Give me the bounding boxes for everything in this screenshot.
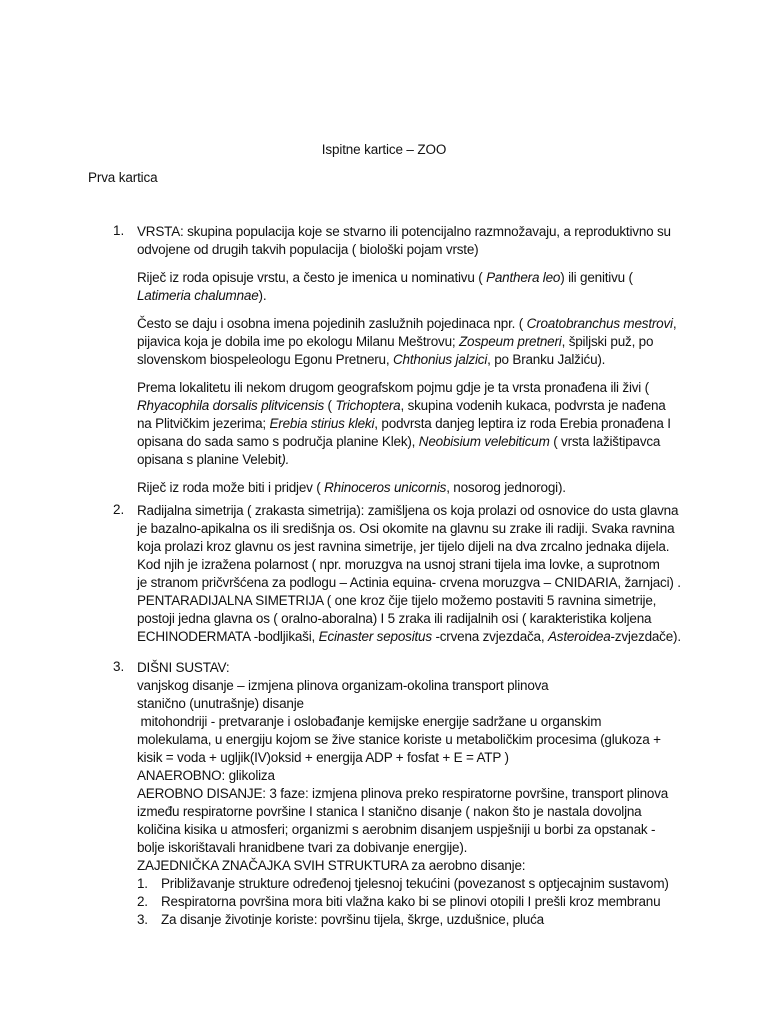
sublist-item: 2. Respiratorna površina mora biti vlažna kako bi se plinovi otopili I prešli kroz membranu bbox=[137, 894, 661, 909]
sublist-item: 3. Za disanje životinje koriste: površinu tijela, škrge, uzdušnice, pluća bbox=[137, 912, 544, 927]
item-2 bbox=[137, 502, 682, 646]
item-3-number: 3. bbox=[113, 659, 125, 674]
item-3 bbox=[137, 659, 682, 929]
item-3-paragraph: DIŠNI SUSTAV: vanjskog disanje – izmjena plinova organizam-okolina transport plinova stanično (unutrašnje) disanje mitohondriji - pretvaranje i oslobađanje kemijske energije sadržane u organskim molekulama, u energiju kojom se žive stanice koriste u metaboličkim procesima (glukoza + kisik = voda + ugljik(IV)oksid + energija ADP + fosfat + E = ATP ) ANAEROBNO: glikoliza AEROBNO DISANJE: 3 faze: izmjena plinova preko respiratorne površine, transport plinova između respiratorne površine I stanica I stanično disanje ( nakon što je nastala dovoljna količina kisika u atmosferi; organizmi s aerobnim disanjem uspješniji u borbi za opstanak - bolje iskorištavali hranidbene tvari za dobivanje energije). ZAJEDNIČKA ZNAČAJKA SVIH STRUKTURA za aerobno disanje: bbox=[137, 660, 669, 873]
item-1-paragraph-4: Prema lokalitetu ili nekom drugom geografskom pojmu gdje je ta vrsta pronađena ili živi ( Rhyacophila dorsalis plitvicensis ( Trichoptera, skupina vodenih kukaca, podvrsta je nađena na Plitvičkim jezerima; Erebia stirius kleki, podvrsta danjeg leptira iz roda Erebia pronađena I opisana do sada samo s područja planine Klek), Neobisium velebiticum ( vrsta lažištipavca opisana s planine Velebit). bbox=[137, 380, 671, 467]
card-subtitle: Prva kartica bbox=[88, 170, 158, 185]
item-1-paragraph-2: Riječ iz roda opisuje vrstu, a često je imenica u nominativu ( Panthera leo) ili genitivu ( Latimeria chalumnae). bbox=[137, 270, 633, 303]
item-2-number: 2. bbox=[113, 502, 125, 517]
page-title: Ispitne kartice – ZOO bbox=[321, 142, 447, 157]
sublist-item: 1. Približavanje strukture određenoj tjelesnoj tekućini (povezanost s optjecajnim sustavom) bbox=[137, 876, 669, 891]
item-1-number: 1. bbox=[113, 223, 125, 238]
item-1-paragraph-3: Često se daju i osobna imena pojedinih zaslužnih pojedinaca npr. ( Croatobranchus mestrovi, pijavica koja je dobila ime po ekologu Milanu Meštrovu; Zospeum pretneri, špiljski puž, po slovenskom biospeleologu Egonu Pretneru, Chthonius jalzici, po Branku Jalžiću). bbox=[137, 316, 677, 367]
item-1 bbox=[137, 223, 682, 497]
item-1-definition: VRSTA: skupina populacija koje se stvarno ili potencijalno razmnožavaju, a reproduktivno su odvojene od drugih takvih populacija ( biološki pojam vrste) bbox=[137, 224, 671, 257]
item-2-paragraph: Radijalna simetrija ( zrakasta simetrija): zamišljena os koja prolazi od osnovice do usta glavna je bazalno-apikalna os ili središnja os. Osi okomite na glavnu su zrake ili radiji. Svaka ravnina koja prolazi kroz glavnu os jest ravnina simetrije, jer tijelo dijeli na dva zrcalno jednaka dijela. Kod njih je izražena polarnost ( npr. moruzgva na usnoj strani tijela ima lovke, a suprotnom je stranom pričvršćena za podlogu – Actinia equina- crvena moruzgva – CNIDARIA, žarnjaci) . PENTARADIJALNA SIMETRIJA ( one kroz čije tijelo možemo postaviti 5 ravnina simetrije, postoji jedna glavna os ( oralno-aboralna) I 5 zraka ili radijalnih osi ( karakteristika koljena ECHINODERMATA -bodljikaši, Ecinaster sepositus -crvena zvjezdača, Asteroidea-zvjezdače). bbox=[137, 503, 681, 644]
item-1-paragraph-5: Riječ iz roda može biti i pridjev ( Rhinoceros unicornis, nosorog jednorogi). bbox=[137, 480, 566, 495]
item-3-sublist bbox=[137, 875, 682, 929]
